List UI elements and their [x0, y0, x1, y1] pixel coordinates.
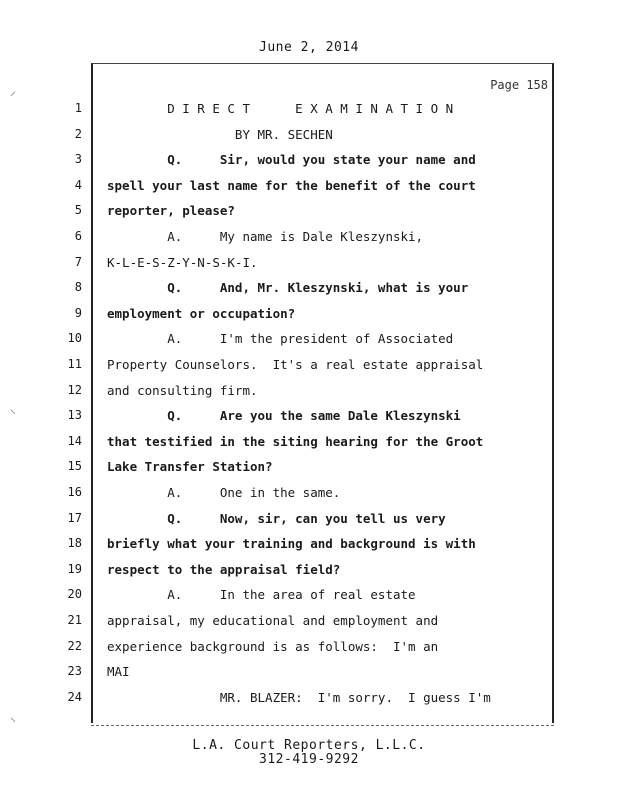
page-number: Page 158 [490, 78, 548, 92]
transcript-line: A. I'm the president of Associated [107, 331, 454, 347]
transcript-line: spell your last name for the benefit of the court [107, 177, 476, 193]
line-number: 20 [67, 587, 82, 602]
line-number: 11 [67, 357, 82, 371]
line-number: 10 [67, 331, 82, 346]
transcript-line: BY MR. SECHEN [107, 126, 333, 142]
margin-mark: ⸝ [10, 84, 17, 98]
line-number: 13 [67, 408, 82, 423]
line-number: 14 [67, 433, 82, 448]
margin-mark: ⸜ [10, 710, 17, 724]
line-number: 2 [74, 126, 82, 141]
line-number: 15 [67, 459, 82, 474]
transcript-line: A. My name is Dale Kleszynski, [107, 229, 424, 244]
line-number: 6 [74, 229, 82, 243]
transcript-line: briefly what your training and background is with [107, 536, 476, 552]
court-reporter-phone: 312-419-9292 [259, 752, 359, 767]
transcript-line: employment or occupation? [107, 305, 296, 321]
transcript-line: and consulting firm. [107, 382, 258, 398]
line-number: 8 [74, 280, 82, 295]
line-number: 16 [67, 485, 82, 499]
transcript-line: MR. BLAZER: I'm sorry. I guess I'm [107, 689, 491, 705]
court-reporter-name: L.A. Court Reporters, L.L.C. [192, 738, 426, 753]
line-number: 1 [74, 101, 82, 115]
line-number: 21 [67, 613, 82, 627]
line-number: 24 [67, 689, 82, 704]
line-number: 19 [67, 561, 82, 576]
line-number: 3 [74, 152, 82, 167]
transcript-line: Property Counselors. It's a real estate appraisal [107, 357, 484, 372]
transcript-line: Q. And, Mr. Kleszynski, what is your [107, 280, 469, 296]
transcript-line: K-L-E-S-Z-Y-N-S-K-I. [107, 254, 258, 270]
transcript-line: that testified in the siting hearing for the Groot [107, 433, 484, 449]
transcript-line: respect to the appraisal field? [107, 561, 341, 577]
transcript-date: June 2, 2014 [259, 40, 359, 55]
line-number: 12 [67, 382, 82, 397]
line-number: 5 [74, 203, 82, 218]
transcript-line: Q. Sir, would you state your name and [107, 152, 476, 168]
line-number: 18 [67, 536, 82, 551]
transcript-line: Q. Are you the same Dale Kleszynski [107, 408, 461, 424]
transcript-line: A. One in the same. [107, 485, 341, 500]
line-number: 22 [67, 638, 82, 653]
line-number: 23 [67, 664, 82, 679]
transcript-line: Q. Now, sir, can you tell us very [107, 510, 446, 526]
transcript-line: experience background is as follows: I'm an [107, 638, 439, 654]
transcript-line: D I R E C T E X A M I N A T I O N [107, 101, 454, 116]
transcript-line: reporter, please? [107, 203, 235, 219]
transcript-line: appraisal, my educational and employment and [107, 613, 439, 628]
line-number: 4 [74, 177, 82, 192]
transcript-line: A. In the area of real estate [107, 587, 416, 603]
transcript-line: MAI [107, 664, 130, 680]
line-number: 9 [74, 305, 82, 320]
margin-mark: ⸜ [10, 402, 17, 416]
line-number: 17 [67, 510, 82, 525]
line-number: 7 [74, 254, 82, 269]
transcript-line: Lake Transfer Station? [107, 459, 273, 475]
